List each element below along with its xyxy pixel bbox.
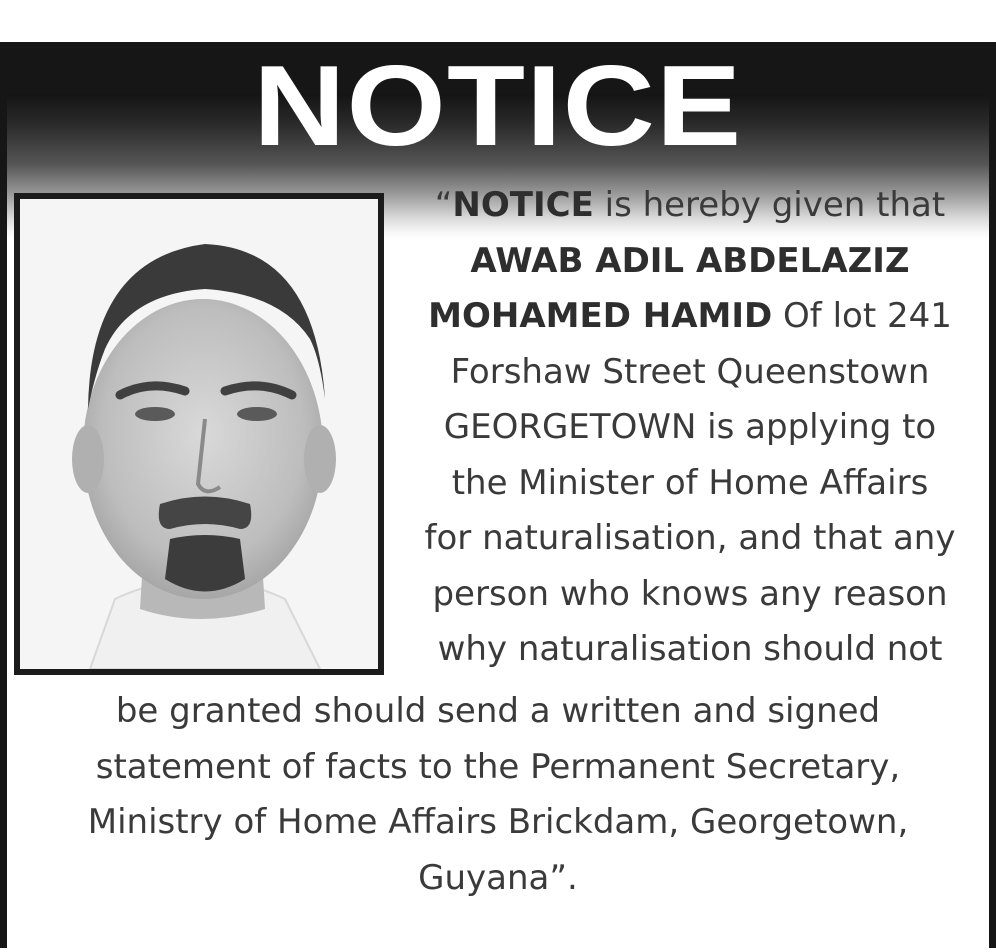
notice-line-8: person who knows any reason [432,573,948,614]
notice-body-full [20,684,976,906]
portrait-photo [14,193,384,675]
notice-line-5: GEORGETOWN is applying to [443,407,937,447]
applicant-name-line-1: AWAB ADIL ABDELAZIZ [470,240,910,281]
notice-line-1: “NOTICE is hereby given that [434,185,946,225]
notice-line-11: statement of facts to the Permanent Secretary, [95,746,901,787]
notice-body-side [398,178,982,678]
notice-line-6: the Minister of Home Affairs [451,462,929,503]
notice-line-4: Forshaw Street Queenstown [450,351,930,392]
portrait-icon [20,199,378,669]
notice-line-13: Guyana”. [418,857,578,898]
notice-heading: NOTICE [253,43,743,170]
notice-line-9: why naturalisation should not [437,629,943,669]
applicant-name-line-2: MOHAMED HAMID Of lot 241 [428,296,952,336]
notice-line-12: Ministry of Home Affairs Brickdam, Georgetown, [87,802,909,842]
notice-line-7: for naturalisation, and that any [424,518,956,558]
notice-line-10: be granted should send a written and signed [115,691,881,731]
